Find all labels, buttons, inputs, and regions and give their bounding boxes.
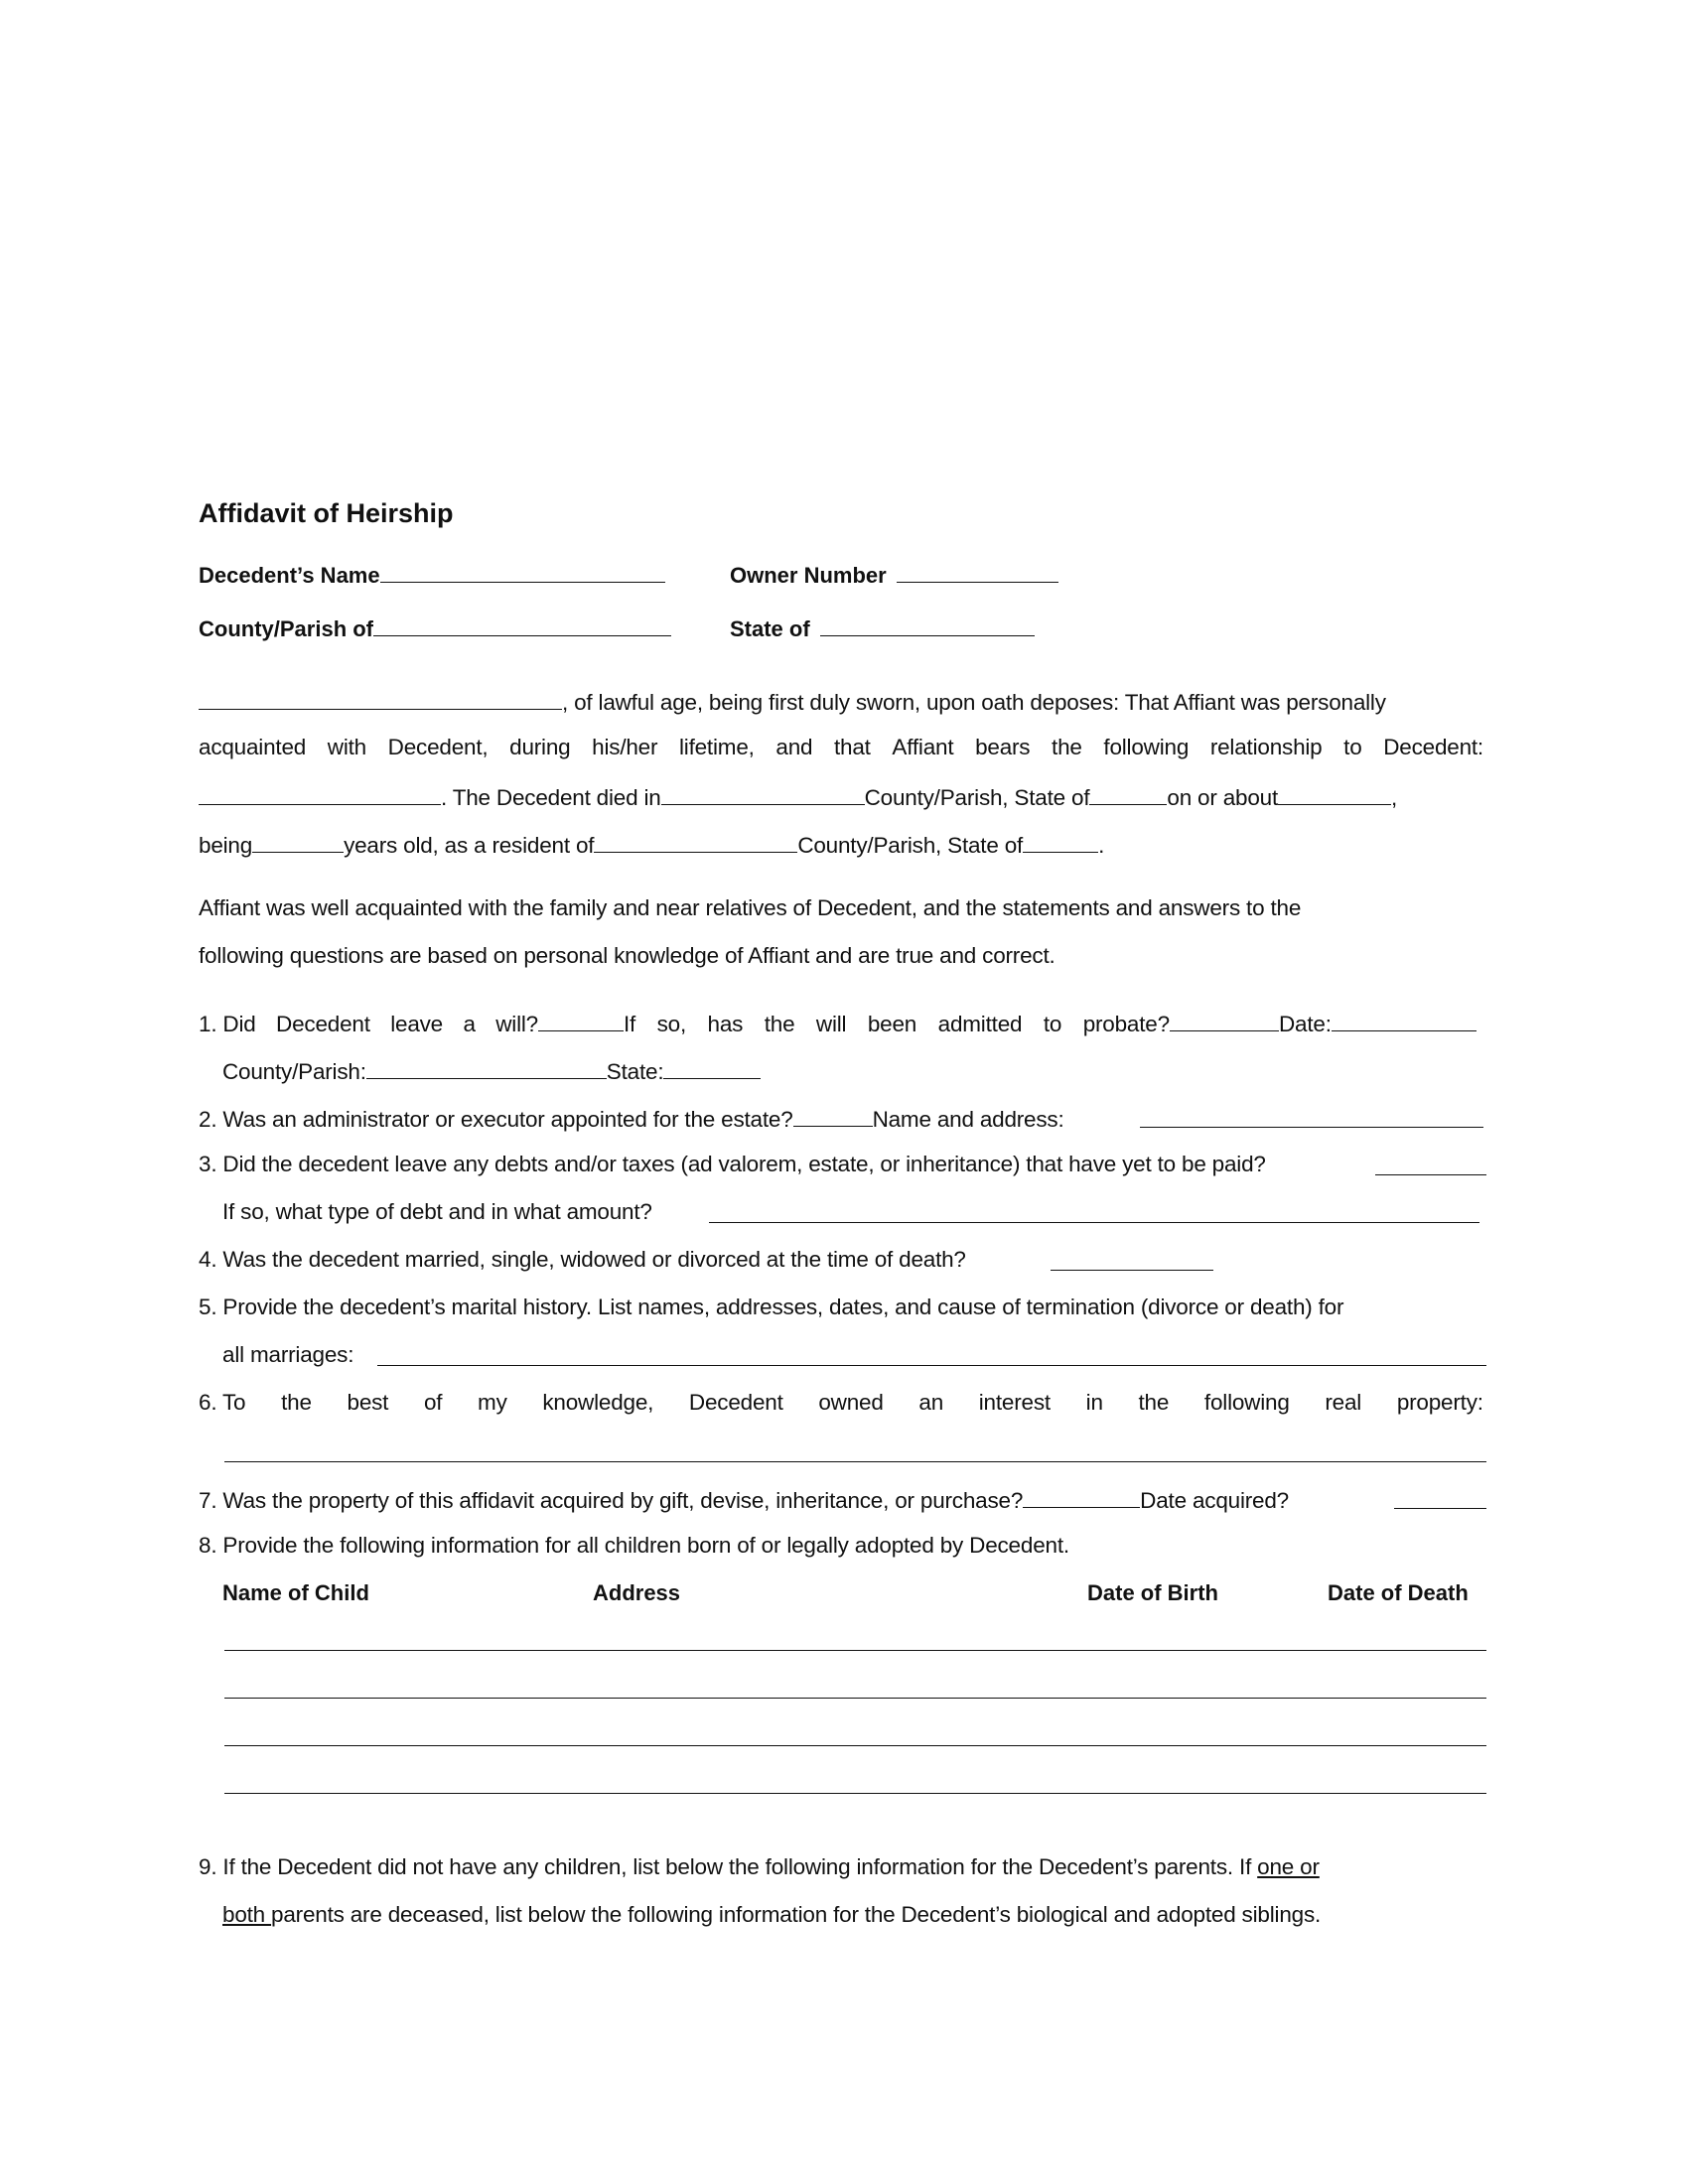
administrator-field[interactable] xyxy=(793,1104,873,1127)
statement-line-1: Affiant was well acquainted with the family and near relatives of Decedent, and the statements and answers to the xyxy=(199,895,1302,920)
intro-line-3-text-c: on or about xyxy=(1167,785,1279,810)
q6-word: 6. To xyxy=(199,1390,246,1415)
probate-date-field[interactable] xyxy=(1332,1009,1477,1031)
q1-word: If xyxy=(624,1012,636,1036)
intro-word: to xyxy=(1343,735,1362,759)
county-parish-label: County/Parish of xyxy=(199,616,374,641)
marriages-field[interactable] xyxy=(377,1365,1486,1366)
state-row xyxy=(730,614,1035,642)
question-1 xyxy=(199,1009,1489,1037)
state-field[interactable] xyxy=(820,614,1035,636)
q1-county-label: County/Parish: xyxy=(222,1059,366,1084)
q9-underlined-2: both xyxy=(222,1902,272,1927)
intro-line-1 xyxy=(199,687,1489,716)
q1-part-a xyxy=(199,1012,538,1037)
question-1-followup xyxy=(222,1056,761,1085)
q6-word: following xyxy=(1203,1390,1290,1415)
q6-word: in xyxy=(1085,1390,1103,1415)
column-header-name-of-child: Name of Child xyxy=(222,1580,369,1605)
q1-state-label: State: xyxy=(606,1059,664,1084)
intro-line-3-text-a: . The Decedent died in xyxy=(441,785,661,810)
question-9-line-2 xyxy=(222,1902,1321,1928)
q1-word: has xyxy=(707,1012,744,1036)
q1-word: admitted xyxy=(937,1012,1023,1036)
question-2 xyxy=(199,1104,1064,1133)
child-row-3-field[interactable] xyxy=(224,1745,1486,1746)
q6-word: interest xyxy=(978,1390,1051,1415)
intro-word: and xyxy=(775,735,813,759)
residence-state-field[interactable] xyxy=(1023,830,1098,853)
county-parish-row xyxy=(199,614,671,642)
question-4: 4. Was the decedent married, single, widowed or divorced at the time of death? xyxy=(199,1247,966,1272)
name-address-field[interactable] xyxy=(1140,1127,1483,1128)
q2-name-address-label: Name and address: xyxy=(872,1107,1064,1132)
intro-word: lifetime, xyxy=(678,735,755,759)
intro-line-4-text-d: . xyxy=(1098,833,1105,858)
intro-line-3-text-d: , xyxy=(1391,785,1398,810)
death-county-field[interactable] xyxy=(661,782,865,805)
intro-word: Decedent: xyxy=(1383,735,1483,759)
q6-word: Decedent xyxy=(688,1390,783,1415)
column-header-date-of-death: Date of Death xyxy=(1328,1580,1469,1605)
will-field[interactable] xyxy=(538,1009,624,1031)
q1-word: Decedent xyxy=(276,1012,370,1036)
q7-text: 7. Was the property of this affidavit acquired by gift, devise, inheritance, or purchase? xyxy=(199,1488,1024,1513)
real-property-field[interactable] xyxy=(224,1461,1486,1462)
document-title: Affidavit of Heirship xyxy=(199,498,454,528)
q6-word: of xyxy=(423,1390,443,1415)
q6-word: owned xyxy=(818,1390,884,1415)
q1-word: a xyxy=(463,1012,476,1036)
q1-word: been xyxy=(867,1012,917,1036)
marital-status-field[interactable] xyxy=(1051,1270,1213,1271)
intro-line-3-text-b: County/Parish, State of xyxy=(864,785,1090,810)
question-3-followup: If so, what type of debt and in what amount? xyxy=(222,1199,652,1224)
q6-word: the xyxy=(281,1390,312,1415)
intro-word: relationship xyxy=(1209,735,1323,759)
q1-word: to xyxy=(1043,1012,1062,1036)
column-header-date-of-birth: Date of Birth xyxy=(1087,1580,1218,1605)
intro-line-4 xyxy=(199,830,1104,859)
q9-text-2: parents are deceased, list below the following information for the Decedent’s biological and adopted siblings. xyxy=(271,1902,1322,1927)
debt-type-amount-field[interactable] xyxy=(709,1222,1479,1223)
column-header-address: Address xyxy=(593,1580,681,1605)
age-field[interactable] xyxy=(252,830,344,853)
q6-word: best xyxy=(347,1390,389,1415)
question-5: 5. Provide the decedent’s marital history. List names, addresses, dates, and cause of termination (divorce or death) for xyxy=(199,1295,1344,1319)
q6-word: an xyxy=(918,1390,944,1415)
q1-word: will xyxy=(815,1012,847,1036)
question-9 xyxy=(199,1854,1320,1880)
intro-word: following xyxy=(1103,735,1190,759)
question-3: 3. Did the decedent leave any debts and/or taxes (ad valorem, estate, or inheritance) that have yet to be paid? xyxy=(199,1152,1266,1176)
q1-date-label: Date: xyxy=(1279,1012,1332,1036)
q6-word: real xyxy=(1325,1390,1362,1415)
q6-word: knowledge, xyxy=(542,1390,654,1415)
q1-word: so, xyxy=(656,1012,687,1036)
q1-part-b xyxy=(624,1012,1170,1037)
q7-date-label: Date acquired? xyxy=(1140,1488,1289,1513)
intro-word: his/her xyxy=(592,735,658,759)
relationship-field[interactable] xyxy=(199,782,441,805)
probate-field[interactable] xyxy=(1170,1009,1279,1031)
intro-line-4-text-a: being xyxy=(199,833,253,858)
affiant-name-field[interactable] xyxy=(199,687,562,710)
intro-word: that xyxy=(834,735,871,759)
child-row-1-field[interactable] xyxy=(224,1650,1486,1651)
probate-state-field[interactable] xyxy=(663,1056,761,1079)
q2-text: 2. Was an administrator or executor appointed for the estate? xyxy=(199,1107,793,1132)
question-5-followup: all marriages: xyxy=(222,1342,354,1367)
child-row-4-field[interactable] xyxy=(224,1793,1486,1794)
intro-word: with xyxy=(327,735,366,759)
intro-word: bears xyxy=(975,735,1031,759)
q1-word: the xyxy=(764,1012,795,1036)
q6-word: property: xyxy=(1396,1390,1483,1415)
decedent-name-row xyxy=(199,560,665,589)
acquisition-method-field[interactable] xyxy=(1023,1485,1140,1508)
intro-line-4-text-c: County/Parish, State of xyxy=(797,833,1024,858)
q6-word: my xyxy=(478,1390,507,1415)
question-6 xyxy=(199,1390,1483,1416)
intro-word: the xyxy=(1052,735,1082,759)
decedent-name-field[interactable] xyxy=(380,560,665,583)
q9-text-1: 9. If the Decedent did not have any children, list below the following information for the Decedent’s parents. If xyxy=(199,1854,1258,1879)
decedent-name-label: Decedent’s Name xyxy=(199,563,380,588)
statement-line-2: following questions are based on personal knowledge of Affiant and are true and correct. xyxy=(199,943,1055,968)
q1-word: will? xyxy=(495,1012,538,1036)
intro-word: Decedent, xyxy=(387,735,489,759)
intro-word: acquainted xyxy=(199,735,307,759)
owner-number-field[interactable] xyxy=(897,560,1058,583)
q6-word: the xyxy=(1138,1390,1170,1415)
death-state-field[interactable] xyxy=(1089,782,1167,805)
q1-word: leave xyxy=(390,1012,443,1036)
county-parish-field[interactable] xyxy=(373,614,671,636)
date-acquired-field[interactable] xyxy=(1394,1508,1486,1509)
child-row-2-field[interactable] xyxy=(224,1698,1486,1699)
owner-number-row xyxy=(730,560,1058,589)
state-label: State of xyxy=(730,616,810,641)
residence-county-field[interactable] xyxy=(594,830,797,853)
q1-word: probate? xyxy=(1082,1012,1170,1036)
intro-line-2 xyxy=(199,735,1483,760)
owner-number-label: Owner Number xyxy=(730,563,887,588)
intro-line-3 xyxy=(199,782,1397,811)
intro-line-1-text: , of lawful age, being first duly sworn, upon oath deposes: That Affiant was personally xyxy=(562,690,1386,715)
intro-word: Affiant xyxy=(892,735,954,759)
probate-county-field[interactable] xyxy=(366,1056,607,1079)
question-8: 8. Provide the following information for all children born of or legally adopted by Decedent. xyxy=(199,1533,1069,1558)
death-date-field[interactable] xyxy=(1278,782,1391,805)
q9-underlined-1: one or xyxy=(1257,1854,1320,1879)
q1-word: 1. Did xyxy=(199,1012,256,1036)
question-7 xyxy=(199,1485,1289,1514)
intro-word: during xyxy=(509,735,571,759)
intro-line-4-text-b: years old, as a resident of xyxy=(344,833,595,858)
debts-field[interactable] xyxy=(1375,1174,1486,1175)
